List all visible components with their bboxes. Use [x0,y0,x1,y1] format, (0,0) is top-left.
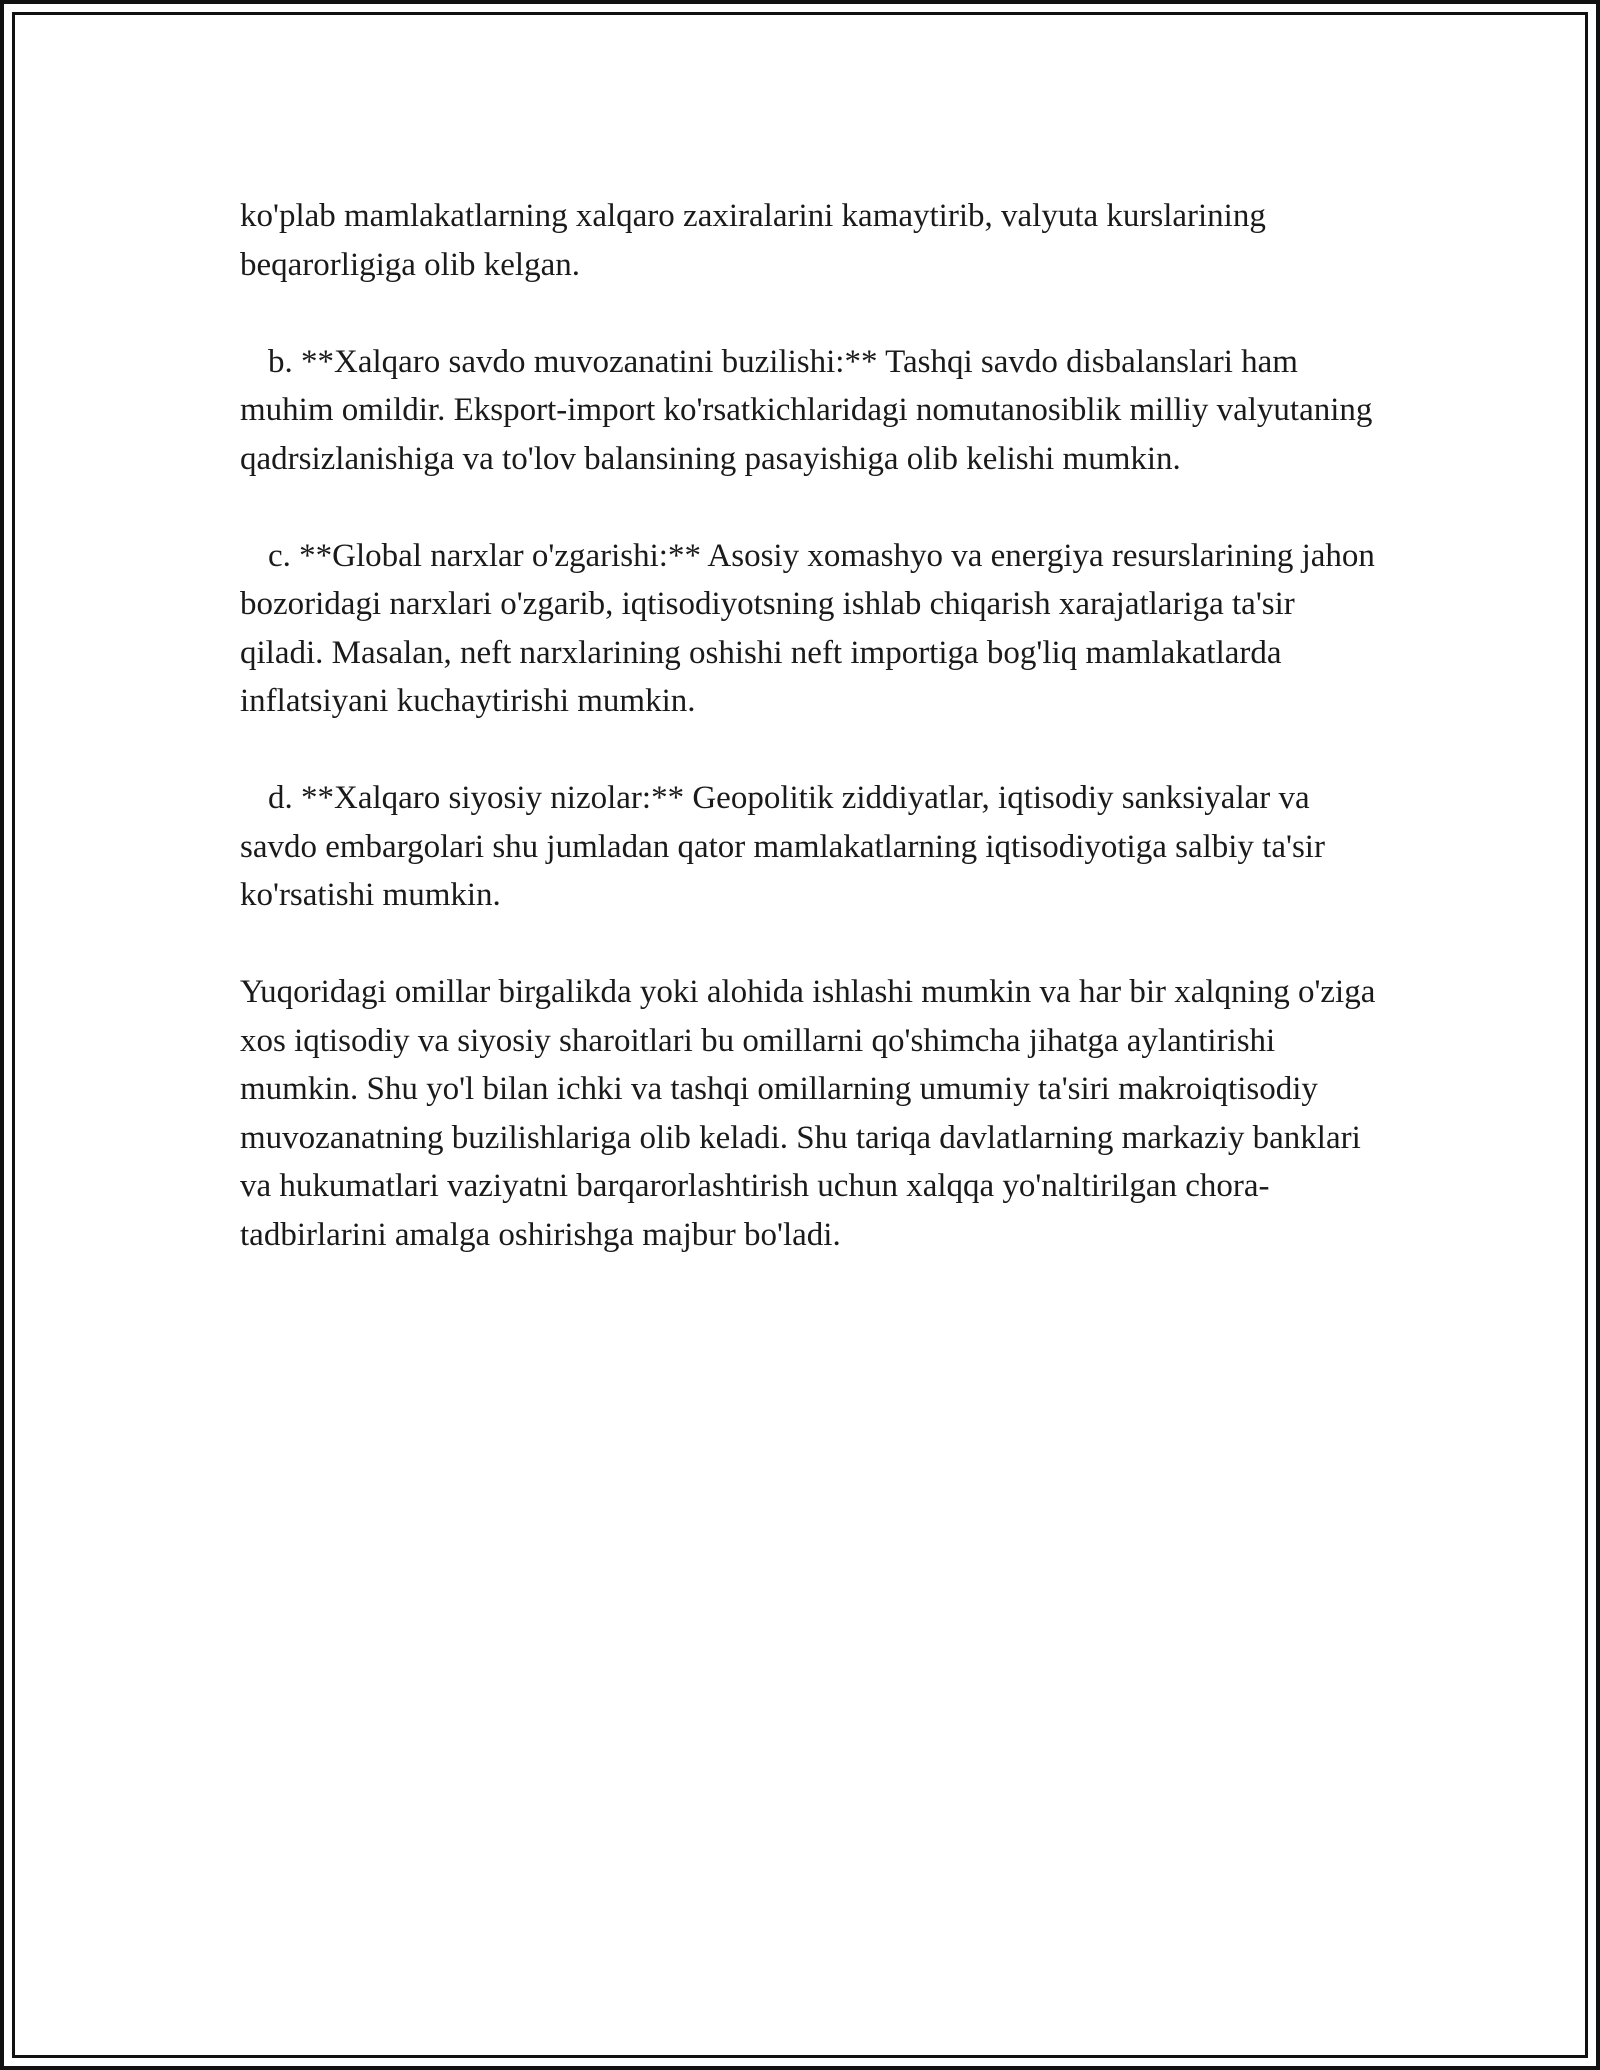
paragraph-item-c: c. **Global narxlar o'zgarishi:** Asosiy xomashyo va energiya resurslarining jahon bozoridagi narxlari o'zgarib, iqtisodiyotsning ishlab chiqarish xarajatlariga ta'sir qiladi. Masalan, neft narxlarining oshishi neft importiga bog'liq mamlakatlarda inflatsiyani kuchaytirishi mumkin. [240,537,1384,719]
paragraph-conclusion: Yuqoridagi omillar birgalikda yoki alohida ishlashi mumkin va har bir xalqning o'ziga xos iqtisodiy va siyosiy sharoitlari bu omillarni qo'shimcha jihatga aylantirishi mumkin. Shu yo'l bilan ichki va tashqi omillarning umumiy ta'siri makroiqtisodiy muvozanatning buzilishlariga olib keladi. Shu tariqa davlatlarning markaziy banklari va hukumatlari vaziyatni barqarorlashtirish uchun xalqqa yo'naltirilgan chora-tadbirlarini amalga oshirishga majbur bo'ladi. [240,974,1384,1253]
document-body [240,192,1384,1259]
paragraph-continuation: ko'plab mamlakatlarning xalqaro zaxiralarini kamaytirib, valyuta kurslarining beqarorligiga olib kelgan. [240,198,1275,283]
paragraph-item-b: b. **Xalqaro savdo muvozanatini buzilishi:** Tashqi savdo disbalanslari ham muhim omildir. Eksport-import ko'rsatkichlaridagi nomutanosiblik milliy valyutaning qadrsizlanishiga va to'lov balansining pasayishiga olib kelishi mumkin. [240,343,1381,477]
paragraph-item-d: d. **Xalqaro siyosiy nizolar:** Geopolitik ziddiyatlar, iqtisodiy sanksiyalar va savdo embargolari shu jumladan qator mamlakatlarning iqtisodiyotiga salbiy ta'sir ko'rsatishi mumkin. [240,780,1334,913]
